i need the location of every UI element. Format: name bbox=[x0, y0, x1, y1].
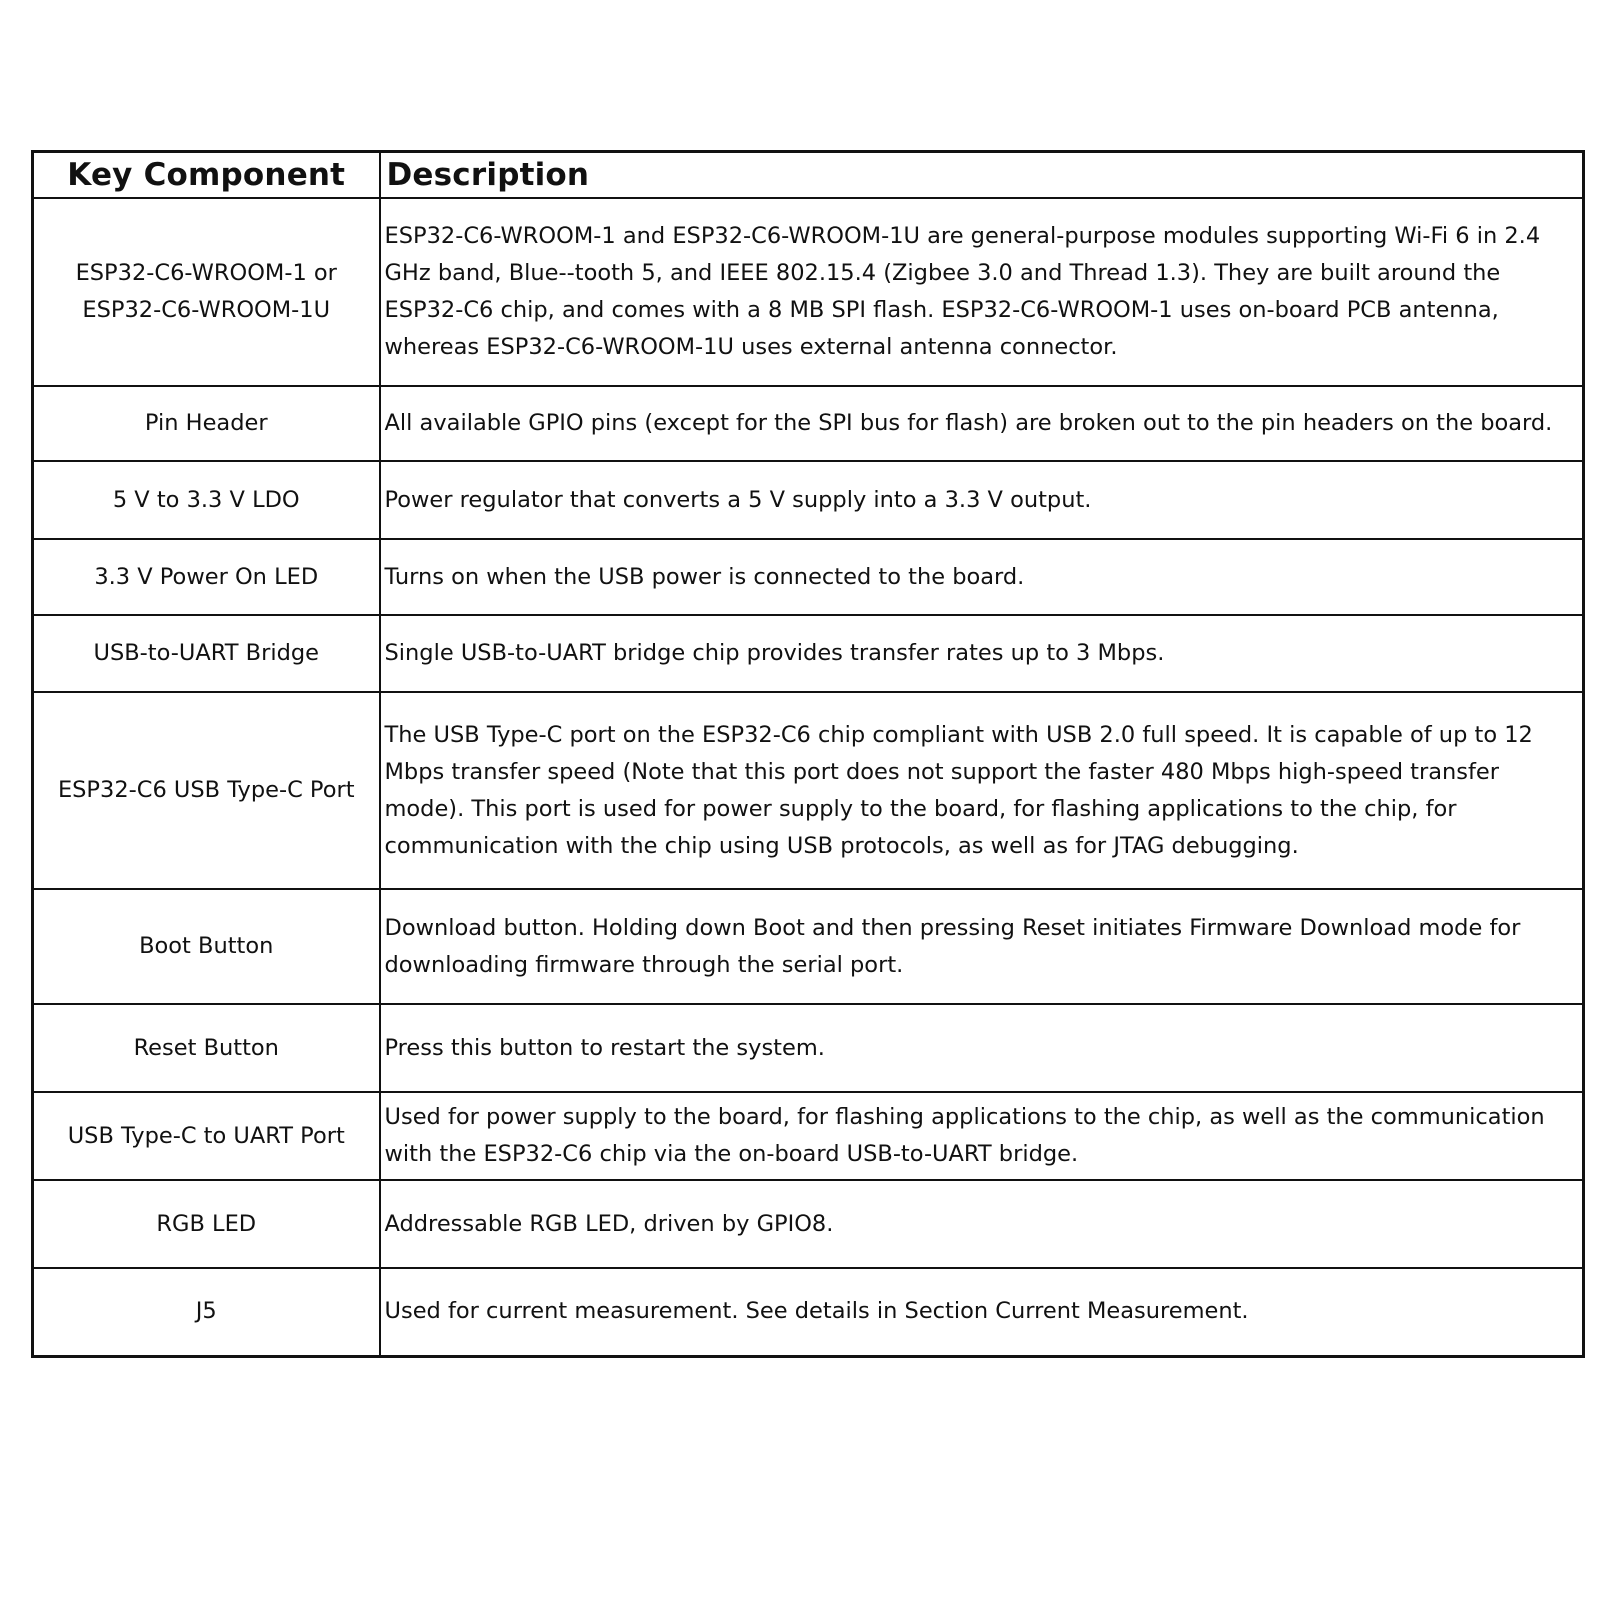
component-description: Power regulator that converts a 5 V supply into a 3.3 V output. bbox=[380, 461, 1584, 539]
component-description: Addressable RGB LED, driven by GPIO8. bbox=[380, 1180, 1584, 1268]
component-description: All available GPIO pins (except for the SPI bus for flash) are broken out to the pin headers on the board. bbox=[380, 386, 1584, 461]
table-row bbox=[33, 198, 1584, 386]
component-description: Press this button to restart the system. bbox=[380, 1004, 1584, 1092]
component-name: 3.3 V Power On LED bbox=[33, 539, 380, 615]
component-name: RGB LED bbox=[33, 1180, 380, 1268]
table-row bbox=[33, 1180, 1584, 1268]
table-row bbox=[33, 386, 1584, 461]
table-row bbox=[33, 1004, 1584, 1092]
component-name: J5 bbox=[33, 1268, 380, 1356]
component-description: Turns on when the USB power is connected to the board. bbox=[380, 539, 1584, 615]
table-row bbox=[33, 539, 1584, 615]
key-component-table bbox=[31, 150, 1585, 1358]
component-description: Used for power supply to the board, for flashing applications to the chip, as well as the communication with the ESP32-C6 chip via the on-board USB-to-UART bridge. bbox=[380, 1092, 1584, 1180]
component-name: ESP32-C6-WROOM-1 or ESP32-C6-WROOM-1U bbox=[33, 198, 380, 386]
header-description: Description bbox=[380, 152, 1584, 199]
component-name: 5 V to 3.3 V LDO bbox=[33, 461, 380, 539]
component-name: USB-to-UART Bridge bbox=[33, 615, 380, 692]
component-table-container bbox=[31, 150, 1582, 1358]
component-name: ESP32-C6 USB Type-C Port bbox=[33, 692, 380, 889]
table-row bbox=[33, 461, 1584, 539]
component-description: Single USB-to-UART bridge chip provides transfer rates up to 3 Mbps. bbox=[380, 615, 1584, 692]
table-row bbox=[33, 1268, 1584, 1356]
table-row bbox=[33, 889, 1584, 1004]
component-name: Pin Header bbox=[33, 386, 380, 461]
component-description: ESP32-C6-WROOM-1 and ESP32-C6-WROOM-1U are general-purpose modules supporting Wi-Fi 6 in 2.4 GHz band, Blue--tooth 5, and IEEE 802.15.4 (Zigbee 3.0 and Thread 1.3). They are built around the ESP32-C6 chip, and comes with a 8 MB SPI flash. ESP32-C6-WROOM-1 uses on-board PCB antenna, whereas ESP32-C6-WROOM-1U uses external antenna connector. bbox=[380, 198, 1584, 386]
table-row bbox=[33, 1092, 1584, 1180]
component-description: Download button. Holding down Boot and then pressing Reset initiates Firmware Download mode for downloading firmware through the serial port. bbox=[380, 889, 1584, 1004]
component-name: USB Type-C to UART Port bbox=[33, 1092, 380, 1180]
component-description: Used for current measurement. See details in Section Current Measurement. bbox=[380, 1268, 1584, 1356]
component-description: The USB Type-C port on the ESP32-C6 chip compliant with USB 2.0 full speed. It is capable of up to 12 Mbps transfer speed (Note that this port does not support the faster 480 Mbps high-speed transfer mode). This port is used for power supply to the board, for flashing applications to the chip, for communication with the chip using USB protocols, as well as for JTAG debugging. bbox=[380, 692, 1584, 889]
header-key-component: Key Component bbox=[33, 152, 380, 199]
component-name: Boot Button bbox=[33, 889, 380, 1004]
table-header-row bbox=[33, 152, 1584, 199]
table-row bbox=[33, 692, 1584, 889]
table-row bbox=[33, 615, 1584, 692]
component-name: Reset Button bbox=[33, 1004, 380, 1092]
